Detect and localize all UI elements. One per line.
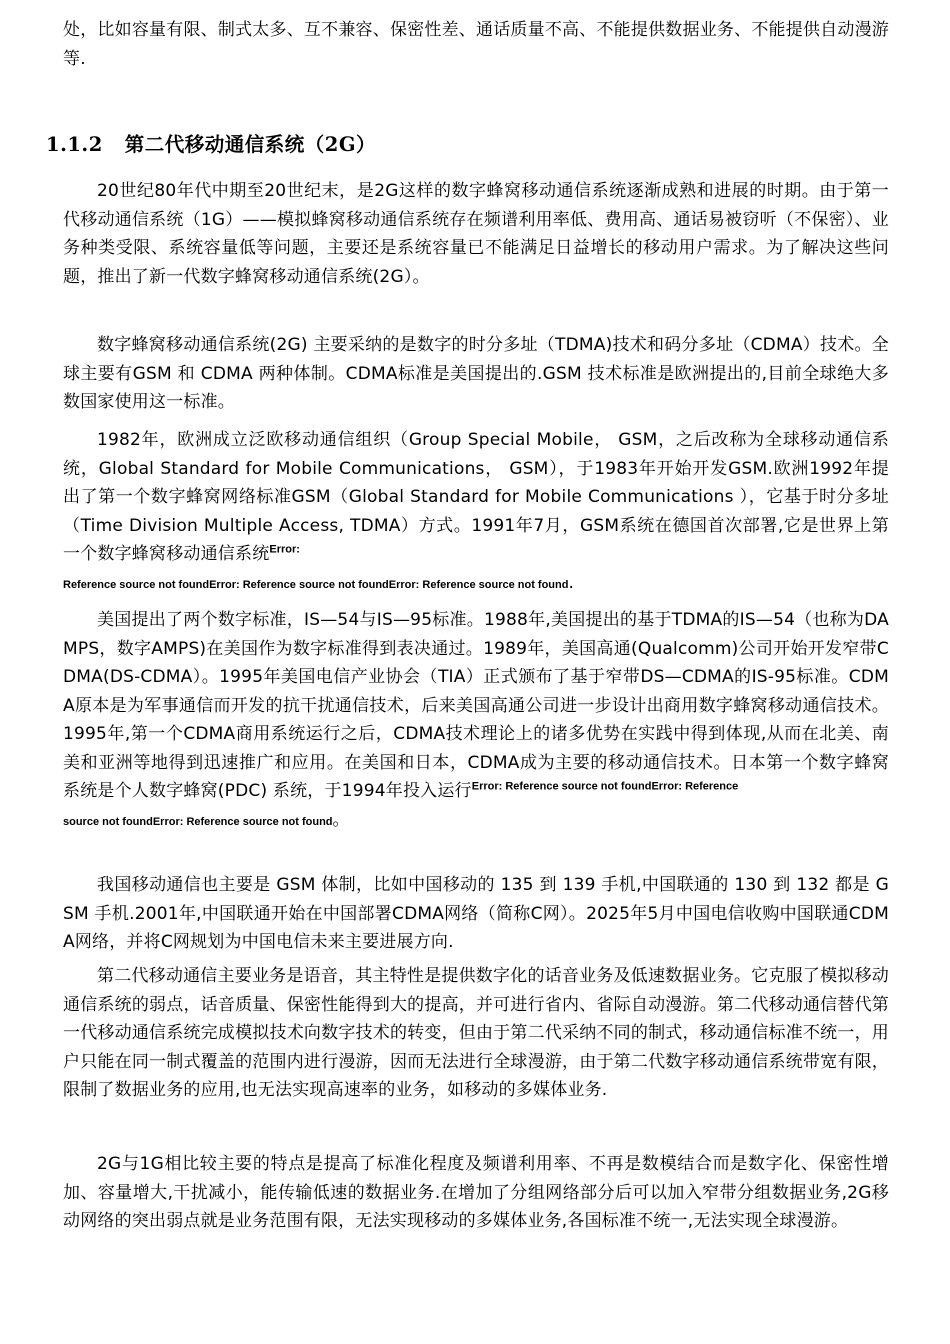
- paragraph-text: 2G与1G相比较主要的特点是提高了标准化程度及频谱利用率、不再是数模结合而是数字化、保密性增加、容量增大,干扰减小，能传输低速的数据业务.在增加了分组网络部分后可以加入窄带分组数据业务,2G移动网络的突出弱点就是业务范围有限，无法实现移动的多媒体业务,各国标准不统一,无法实现全球漫游。: [63, 1154, 889, 1231]
- paragraph-2g-vs-1g: [63, 1150, 889, 1236]
- paragraph-us-standards: [63, 606, 889, 834]
- paragraph-china-networks: [63, 871, 889, 957]
- paragraph-text: 数字蜂窝移动通信系统(2G) 主要采纳的是数字的时分多址（TDMA)技术和码分多址（CDMA）技术。全球主要有GSM 和 CDMA 两种体制。CDMA标准是美国提出的.GSM 技术标准是欧洲提出的,目前全球绝大多数国家使用这一标准。: [63, 335, 889, 412]
- paragraph-text: 我国移动通信也主要是 GSM 体制，比如中国移动的 135 到 139 手机,中国联通的 130 到 132 都是 GSM 手机.2001年,中国联通开始在中国部署CDMA网络（简称C网）。2025年5月中国电信收购中国联通CDMA网络，并将C网规划为中国电信未来主要进展方向.: [63, 875, 889, 952]
- paragraph-text: 20世纪80年代中期至20世纪末，是2G这样的数字蜂窝移动通信系统逐渐成熟和进展的时期。由于第一代移动通信系统（1G）——模拟蜂窝移动通信系统存在频谱利用率低、费用高、通话易被窃听（不保密）、业务种类受限、系统容量低等问题，主要还是系统容量已不能满足日益增长的移动用户需求。为了解决这些问题，推出了新一代数字蜂窝移动通信系统(2G）。: [63, 181, 889, 287]
- paragraph-2g-history: [63, 177, 889, 291]
- section-number: 1.1.2: [46, 133, 103, 156]
- reference-error-text: Reference source not foundError: Reference source not foundError: Reference source not found: [63, 578, 569, 591]
- paragraph-text: 1982年，欧洲成立泛欧移动通信组织（Group Special Mobile， GSM，之后改称为全球移动通信系统，Global Standard for Mobile Communications， GSM），于1983年开始开发GSM.欧洲1992年提出了第一个数字蜂窝网络标准GSM（Global Standard for Mobile Communications ），它基于时分多址（Time Division Multiple Access, TDMA）方式。1991年7月，GSM系统在德国首次部署,它是世界上第一个数字蜂窝移动通信系统: [63, 430, 889, 564]
- paragraph-2g-technology: [63, 331, 889, 417]
- paragraph-2g-services: [63, 962, 889, 1105]
- paragraph-text: 美国提出了两个数字标准，IS—54与IS—95标准。1988年,美国提出的基于TDMA的IS—54（也称为DAMPS，数字AMPS)在美国作为数字标准得到表决通过。1989年，美国高通(Qualcomm)公司开始开发窄带CDMA(DS-CDMA）。1995年美国电信产业协会（TIA）正式颁布了基于窄带DS—CDMA的IS-95标准。CDMA原本是为军事通信而开发的抗干扰通信技术，后来美国高通公司进一步设计出商用数字蜂窝移动通信技术。1995年,第一个CDMA商用系统运行之后，CDMA技术理论上的诸多优势在实践中得到体现,从而在北美、南美和亚洲等地得到迅速推广和应用。在美国和日本，CDMA成为主要的移动通信技术。日本第一个数字蜂窝系统是个人数字蜂窝(PDC) 系统，于1994年投入运行: [63, 610, 889, 801]
- section-title: 第二代移动通信系统（2G）: [124, 133, 377, 156]
- section-heading: [46, 129, 376, 157]
- paragraph-intro-continued: [63, 16, 889, 73]
- paragraph-text: 处，比如容量有限、制式太多、互不兼容、保密性差、通话质量不高、不能提供数据业务、不能提供自动漫游等.: [63, 20, 889, 69]
- paragraph-gsm-history: [63, 426, 889, 597]
- paragraph-end: .: [568, 572, 575, 593]
- reference-error-text: source not foundError: Reference source not found: [63, 815, 333, 828]
- reference-error-marker: Error: Reference source not foundError: Reference: [471, 780, 739, 793]
- reference-error-marker: Error:: [269, 543, 300, 556]
- paragraph-end: 。: [332, 809, 350, 830]
- paragraph-text: 第二代移动通信主要业务是语音，其主特性是提供数字化的话音业务及低速数据业务。它克服了模拟移动通信系统的弱点，话音质量、保密性能得到大的提高，并可进行省内、省际自动漫游。第二代移动通信替代第一代移动通信系统完成模拟技术向数字技术的转变，但由于第二代采纳不同的制式，移动通信标准不统一，用户只能在同一制式覆盖的范围内进行漫游，因而无法进行全球漫游，由于第二代数字移动通信系统带宽有限，限制了数据业务的应用,也无法实现高速率的业务，如移动的多媒体业务.: [63, 966, 889, 1100]
